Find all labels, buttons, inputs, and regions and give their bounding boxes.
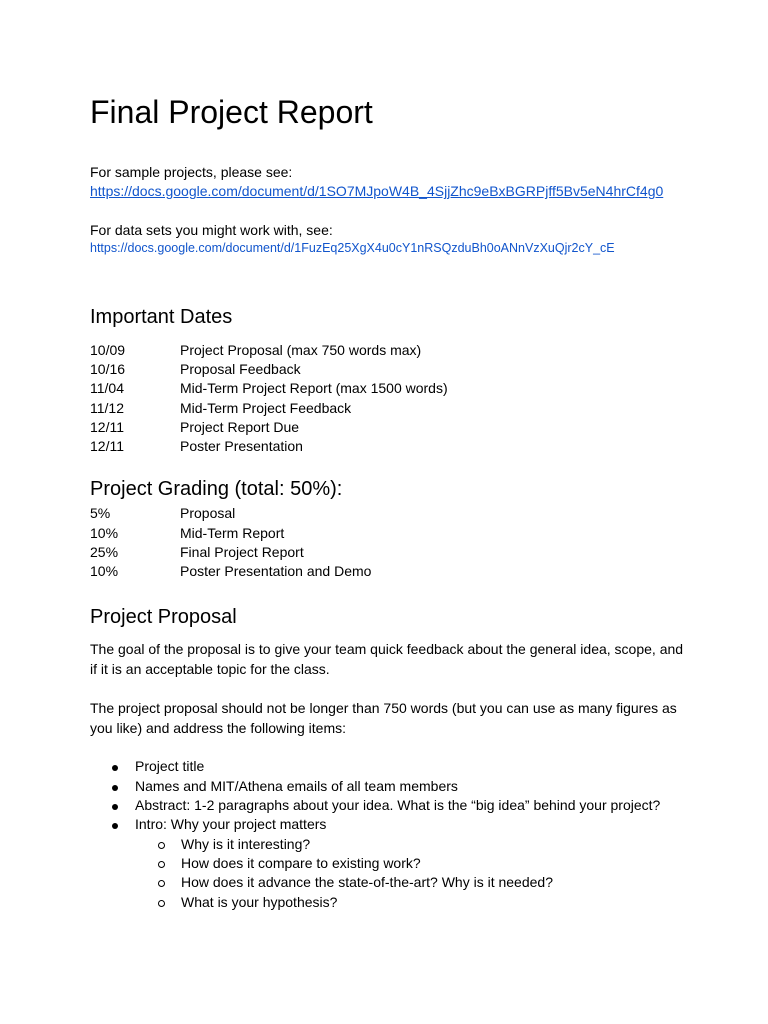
date-cell: 11/12 [90, 400, 124, 416]
date-item-cell: Poster Presentation [180, 438, 303, 454]
date-cell: 10/09 [90, 342, 126, 358]
grading-item-cell: Poster Presentation and Demo [180, 563, 372, 579]
grading-item-cell: Proposal [180, 505, 236, 521]
bullet-disc-icon [112, 757, 118, 775]
important-dates-heading: Important Dates [90, 306, 233, 328]
date-item-cell: Project Proposal (max 750 words max) [180, 342, 422, 358]
date-item-cell: Proposal Feedback [180, 361, 301, 377]
data-sets-label: For data sets you might work with, see: [90, 222, 333, 238]
list-item-text: Intro: Why your project matters [135, 816, 327, 832]
sample-projects-link[interactable]: https://docs.google.com/document/d/1SO7MJpoW4B_4SjjZhc9eBxBGRPjff5Bv5eN4hrCf4g0 [90, 183, 664, 199]
bullet-disc-icon [112, 777, 118, 795]
sub-list-item-text: Why is it interesting? [181, 836, 311, 852]
weight-cell: 10% [90, 563, 119, 579]
date-cell: 12/11 [90, 438, 124, 454]
bullet-circle-icon [158, 893, 165, 911]
date-cell: 12/11 [90, 419, 124, 435]
data-sets-link[interactable]: https://docs.google.com/document/d/1FuzEq25XgX4u0cY1nRSQzduBh0oANnVzXuQjr2cY_cE [90, 241, 615, 255]
weight-cell: 5% [90, 505, 111, 521]
list-item-text: Abstract: 1-2 paragraphs about your idea. What is the “big idea” behind your project? [135, 797, 661, 813]
project-proposal-heading: Project Proposal [90, 606, 237, 628]
sub-list-item-text: How does it compare to existing work? [181, 855, 421, 871]
sub-list-item-text: What is your hypothesis? [181, 894, 338, 910]
sample-projects-label: For sample projects, please see: [90, 164, 293, 180]
grading-item-cell: Mid-Term Report [180, 525, 285, 541]
list-item-text: Names and MIT/Athena emails of all team members [135, 778, 458, 794]
bullet-circle-icon [158, 873, 165, 891]
date-cell: 10/16 [90, 361, 126, 377]
weight-cell: 10% [90, 525, 119, 541]
date-item-cell: Mid-Term Project Report (max 1500 words) [180, 380, 448, 396]
document-title: Final Project Report [90, 94, 373, 130]
date-item-cell: Project Report Due [180, 419, 300, 435]
date-item-cell: Mid-Term Project Feedback [180, 400, 352, 416]
date-cell: 11/04 [90, 380, 124, 396]
sub-list-item-text: How does it advance the state-of-the-art? Why is it needed? [181, 874, 553, 890]
bullet-disc-icon [112, 796, 118, 814]
proposal-length-paragraph: The project proposal should not be longer than 750 words (but you can use as many figures as you like) and address the following items: [90, 700, 677, 736]
list-item-text: Project title [135, 758, 205, 774]
grading-item-cell: Final Project Report [180, 544, 304, 560]
bullet-circle-icon [158, 835, 165, 853]
bullet-disc-icon [112, 815, 118, 833]
grading-heading: Project Grading (total: 50%): [90, 478, 343, 500]
weight-cell: 25% [90, 544, 119, 560]
bullet-circle-icon [158, 854, 165, 872]
proposal-goal-paragraph: The goal of the proposal is to give your team quick feedback about the general idea, scope, and if it is an acceptable topic for the class. [90, 641, 684, 677]
